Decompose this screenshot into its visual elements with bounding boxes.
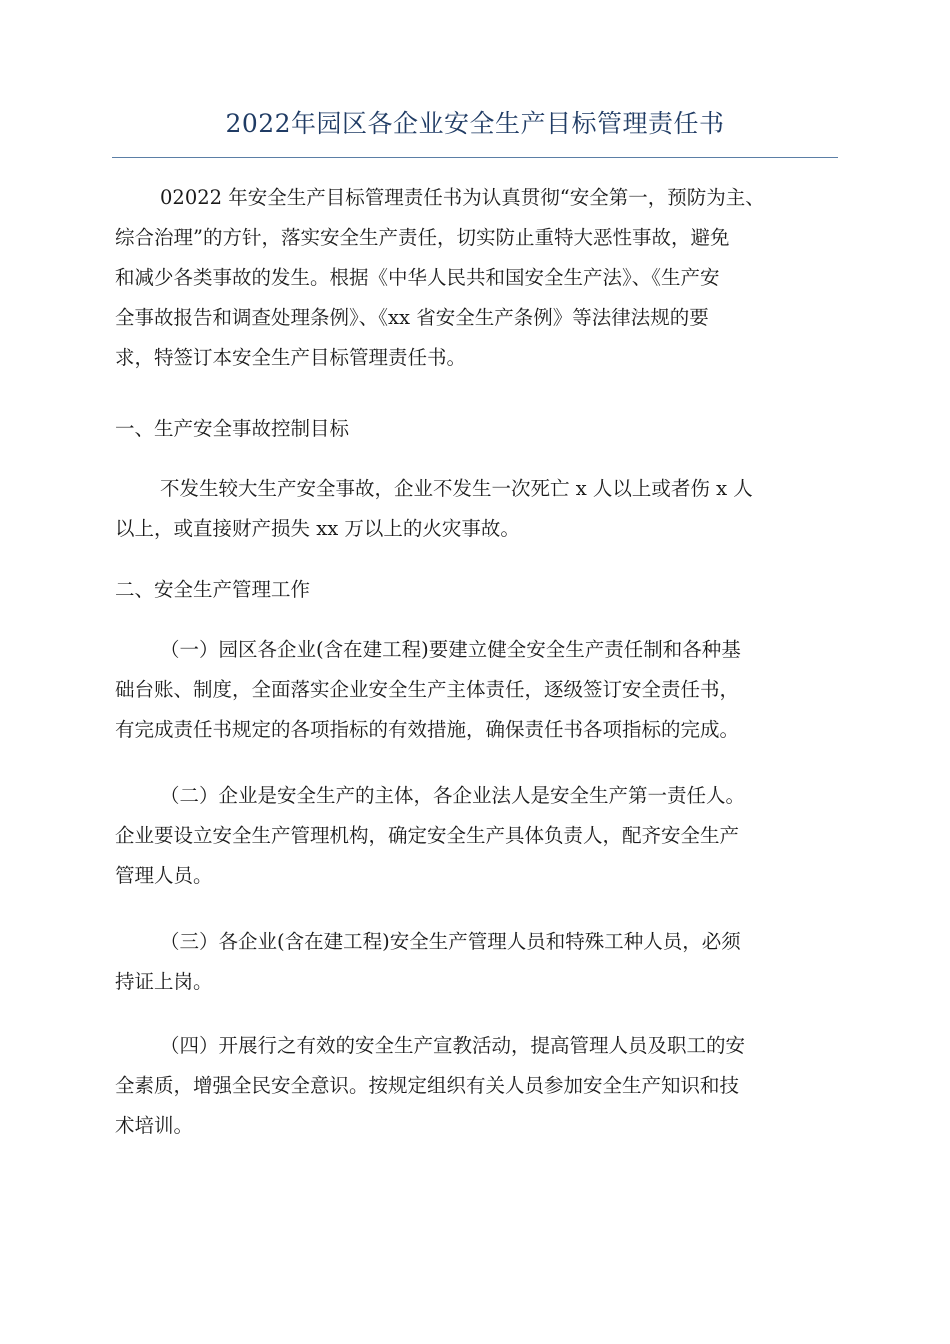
- text-line: 和减少各类事故的发生。根据《中华人民共和国安全生产法》、《生产安: [115, 266, 720, 289]
- text-line: （二）企业是安全生产的主体，各企业法人是安全生产第一责任人。: [160, 784, 746, 807]
- text-line: 全事故报告和调查处理条例》、《xx 省安全生产条例》等法律法规的要: [115, 306, 709, 329]
- text-line: 以上，或直接财产损失 xx 万以上的火灾事故。: [115, 517, 520, 540]
- paragraph-item-2: [115, 776, 835, 896]
- text-line: 础台账、制度，全面落实企业安全生产主体责任，逐级签订安全责任书，: [115, 678, 740, 701]
- text-line: 02022 年安全生产目标管理责任书为认真贯彻“安全第一，预防为主、: [160, 186, 765, 209]
- text-line: 术培训。: [115, 1114, 194, 1137]
- paragraph-target: [115, 469, 835, 549]
- text-line: 求，特签订本安全生产目标管理责任书。: [115, 346, 467, 369]
- paragraph-item-4: [115, 1026, 835, 1146]
- text-line: （一）园区各企业(含在建工程)要建立健全安全生产责任制和各种基: [160, 638, 741, 661]
- heading-text: 一、生产安全事故控制目标: [115, 417, 350, 440]
- paragraph-item-3: [115, 922, 835, 1002]
- section-heading-1: [115, 409, 835, 449]
- text-line: 企业要设立安全生产管理机构，确定安全生产具体负责人，配齐安全生产: [115, 824, 740, 847]
- paragraph-item-1: [115, 630, 835, 750]
- text-line: 有完成责任书规定的各项指标的有效措施，确保责任书各项指标的完成。: [115, 718, 740, 741]
- text-line: 全素质，增强全民安全意识。按规定组织有关人员参加安全生产知识和技: [115, 1074, 740, 1097]
- title-divider: [112, 157, 838, 158]
- heading-text: 二、安全生产管理工作: [115, 578, 311, 601]
- text-line: 综合治理”的方针，落实安全生产责任，切实防止重特大恶性事故，避免: [115, 226, 730, 249]
- text-line: 管理人员。: [115, 864, 213, 887]
- text-line: （三）各企业(含在建工程)安全生产管理人员和特殊工种人员，必须: [160, 930, 741, 953]
- section-heading-2: [115, 570, 835, 610]
- paragraph-intro: [115, 178, 835, 378]
- text-line: 持证上岗。: [115, 970, 213, 993]
- text-line: （四）开展行之有效的安全生产宣教活动，提高管理人员及职工的安: [160, 1034, 746, 1057]
- text-line: 不发生较大生产安全事故，企业不发生一次死亡 x 人以上或者伤 x 人: [160, 477, 753, 500]
- document-title: 2022年园区各企业安全生产目标管理责任书: [225, 109, 725, 138]
